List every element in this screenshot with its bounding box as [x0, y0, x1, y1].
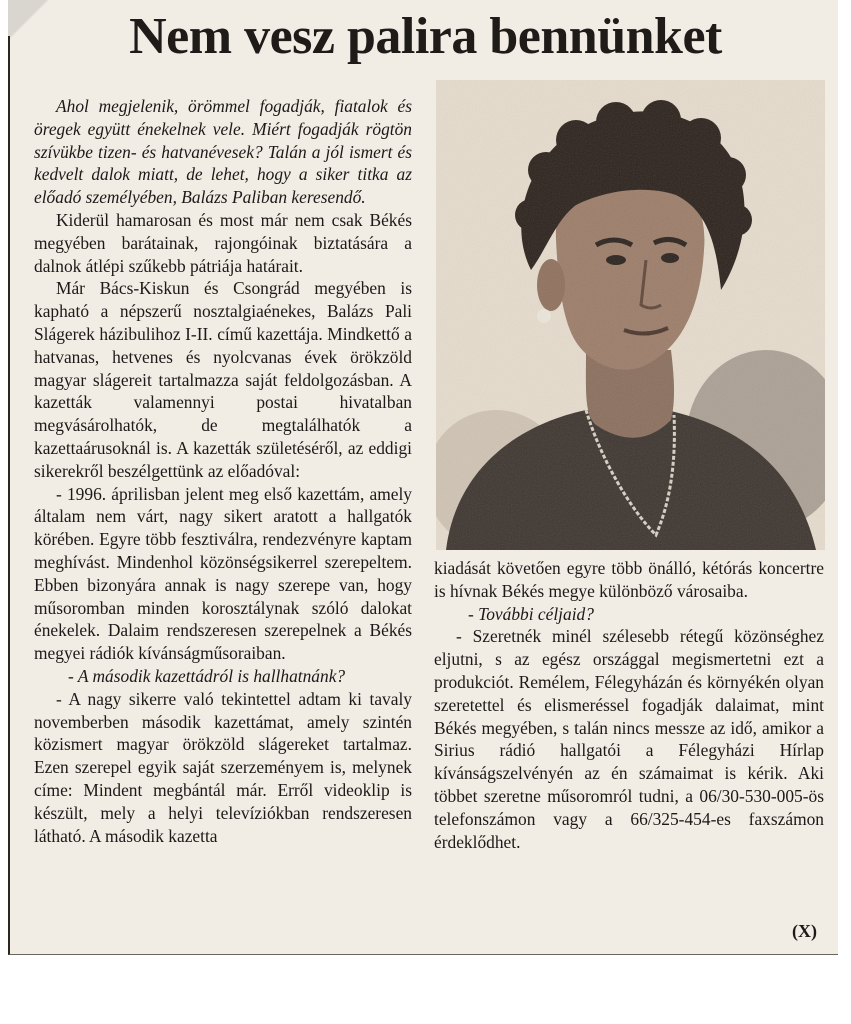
interview-question: - További céljaid? — [468, 603, 594, 624]
interview-answer: - A nagy sikerre való tekintettel adtam ki tavaly novemberben második kazettámat, amely szintén közismert magyar örökzöld slágereket tartalmaz. Ezen szerepel egyik saját szerzeményem is, melynek címe: Mindent megbántál már. Erről videoklip is készült, mely a helyi televíziókban rendszeresen látható. A második kazetta — [34, 688, 412, 846]
article-signature: (X) — [792, 921, 817, 941]
left-column — [34, 95, 412, 847]
headline: Nem vesz palira bennünket — [129, 8, 722, 65]
body-paragraph: - 1996. áprilisban jelent meg első kazettám, amely általam nem várt, nagy sikert aratott a hallgatók körében. Egyre több fesztiválra, rendezvényre kaptam meghívást. Mindenhol közönségsikerrel szerepeltem. Ebben bizonyára annak is nagy szerepe van, hogy műsoromban minden korosztálynak szóló dalokat énekelek. Dalaim rendszeresen szerepelnek a Békés megyei rádiók kívánságműsoraiban. — [34, 483, 412, 664]
continued-paragraph: kiadását követően egyre több önálló, kétórás koncertre is hívnak Békés megye különböző városaiba. — [434, 558, 824, 601]
right-column — [434, 557, 824, 853]
interview-question: - A második kazettádról is hallhatnánk? — [68, 665, 346, 686]
body-paragraph: Kiderül hamarosan és most már nem csak Békés megyében barátainak, rajongóinak biztatására a dalnok átlépi szűkebb pátriája határait. — [34, 209, 412, 276]
portrait-photo — [436, 80, 825, 550]
lead-paragraph: Ahol megjelenik, örömmel fogadják, fiatalok és öregek együtt énekelnek vele. Miért fogadják rögtön szívükbe tizen- és hatvanévesek? Talán a jól ismert és kedvelt dalok miatt, de lehet, hogy a siker titka az előadó személyében, Balázs Paliban keresendő. — [34, 96, 412, 208]
portrait-image — [436, 80, 825, 550]
body-paragraph: Már Bács-Kiskun és Csongrád megyében is kapható a népszerű nosztalgiaénekes, Balázs Pali Slágerek házibulihoz I-II. című kazettája. Mindkettő a hatvanas, hetvenes és nyolcvanas évek örökzöld magyar slágereit tartalmazza saját feldolgozásban. A kazetták valamennyi postai hivatalban megvásárolhatók, de megtalálhatók a kazettaárusoknál is. A kazetták születéséről, az eddigi sikerekről beszélgettünk az előadóval: — [34, 278, 412, 481]
interview-answer: - Szeretnék minél szélesebb rétegű közönséghez eljutni, s az egész országgal megismertetni ezt a produkciót. Remélem, Félegyházán és környékén olyan szeretettel és elismeréssel fogadják dalaimat, mint Békés megyében, s talán nincs messze az idő, amikor a Sirius rádió hallgatói a Félegyházi Hírlap kívánságszelvényén az én számaimat is kérik. Aki többet szeretne műsoromról tudni, a 06/30-530-005-ös telefonszámon vagy a 66/325-454-es faxszámon érdeklődhet. — [434, 626, 824, 852]
